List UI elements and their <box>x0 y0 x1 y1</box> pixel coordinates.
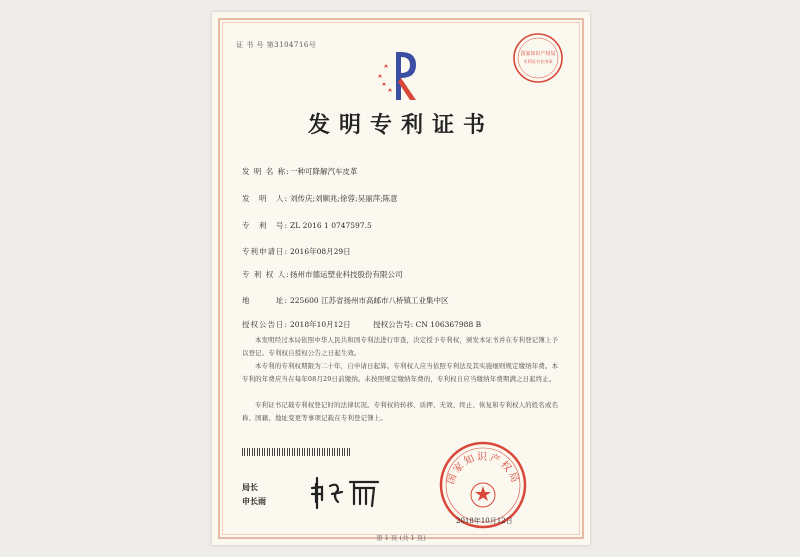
field-invention-name <box>242 166 358 177</box>
field-label: 专 利 权 人: <box>242 270 290 279</box>
body-paragraph-2: 本专利的专利权期限为二十年，自申请日起算。专利权人应当依照专利法及其实施细则规定缴纳年费。本专利的年费应当在每年08月29日前缴纳。未按照规定缴纳年费的，专利权自应当缴纳年费期满之日起终止。 <box>242 362 559 383</box>
field-value: 2018年10月12日 授权公告号: CN 106367988 B <box>290 320 482 329</box>
field-grant-date <box>242 319 481 330</box>
page-title: 发明专利证书 <box>307 113 494 138</box>
body-paragraph-3: 专利证书记载专利权登记时的法律状况。专利权的转移、质押、无效、终止、恢复和专利权人的姓名或名称、国籍、地址变更等事项记载在专利登记簿上。 <box>242 401 559 422</box>
seal-text: 国家知识产权局 <box>445 452 521 486</box>
director-title: 局长 <box>242 483 258 492</box>
body-paragraph-1: 本发明经过本局依照中华人民共和国专利法进行审查，决定授予专利权，颁发本证书并在专利登记簿上予以登记。专利权自授权公告之日起生效。 <box>242 336 559 357</box>
field-label: 发 明 名 称: <box>242 167 290 176</box>
field-address <box>242 295 449 306</box>
top-stamp-text: 国家知识产权局 <box>520 51 556 57</box>
field-value: 225600 江苏省扬州市高邮市八桥镇工业集中区 <box>290 296 449 305</box>
field-label: 地 址: <box>242 296 289 305</box>
field-value: ZL 2016 1 0747597.5 <box>290 221 372 230</box>
field-inventors <box>242 193 398 204</box>
seal-date: 2018年10月12日 <box>456 517 513 525</box>
field-value: 2016年08月29日 <box>290 247 351 256</box>
field-label: 发 明 人: <box>242 194 289 203</box>
director-name: 申长雨 <box>242 497 266 506</box>
field-patentee <box>242 269 403 280</box>
top-stamp <box>512 32 564 84</box>
barcode <box>242 448 352 456</box>
field-value: 一种可降解汽车皮革 <box>290 167 358 176</box>
field-application-date <box>242 246 351 257</box>
field-patent-number <box>242 220 372 231</box>
page-number: 第 1 页 (共 1 页) <box>376 534 426 542</box>
field-value: 刘传庆;刘顺兆;徐蓉;吴丽萍;陈意 <box>290 194 398 203</box>
certificate-number: 证 书 号 第3104716号 <box>236 41 317 49</box>
top-stamp-sub: 专利证书专用章 <box>523 59 553 64</box>
handwritten-signature <box>308 474 384 510</box>
certificate-paper <box>212 12 590 545</box>
field-value: 扬州市德运塑业科技股份有限公司 <box>290 270 403 279</box>
field-label: 专利申请日: <box>242 247 289 256</box>
field-label: 授权公告日: <box>242 320 289 329</box>
field-label: 专 利 号: <box>242 221 289 230</box>
patent-office-logo-icon <box>368 44 430 106</box>
